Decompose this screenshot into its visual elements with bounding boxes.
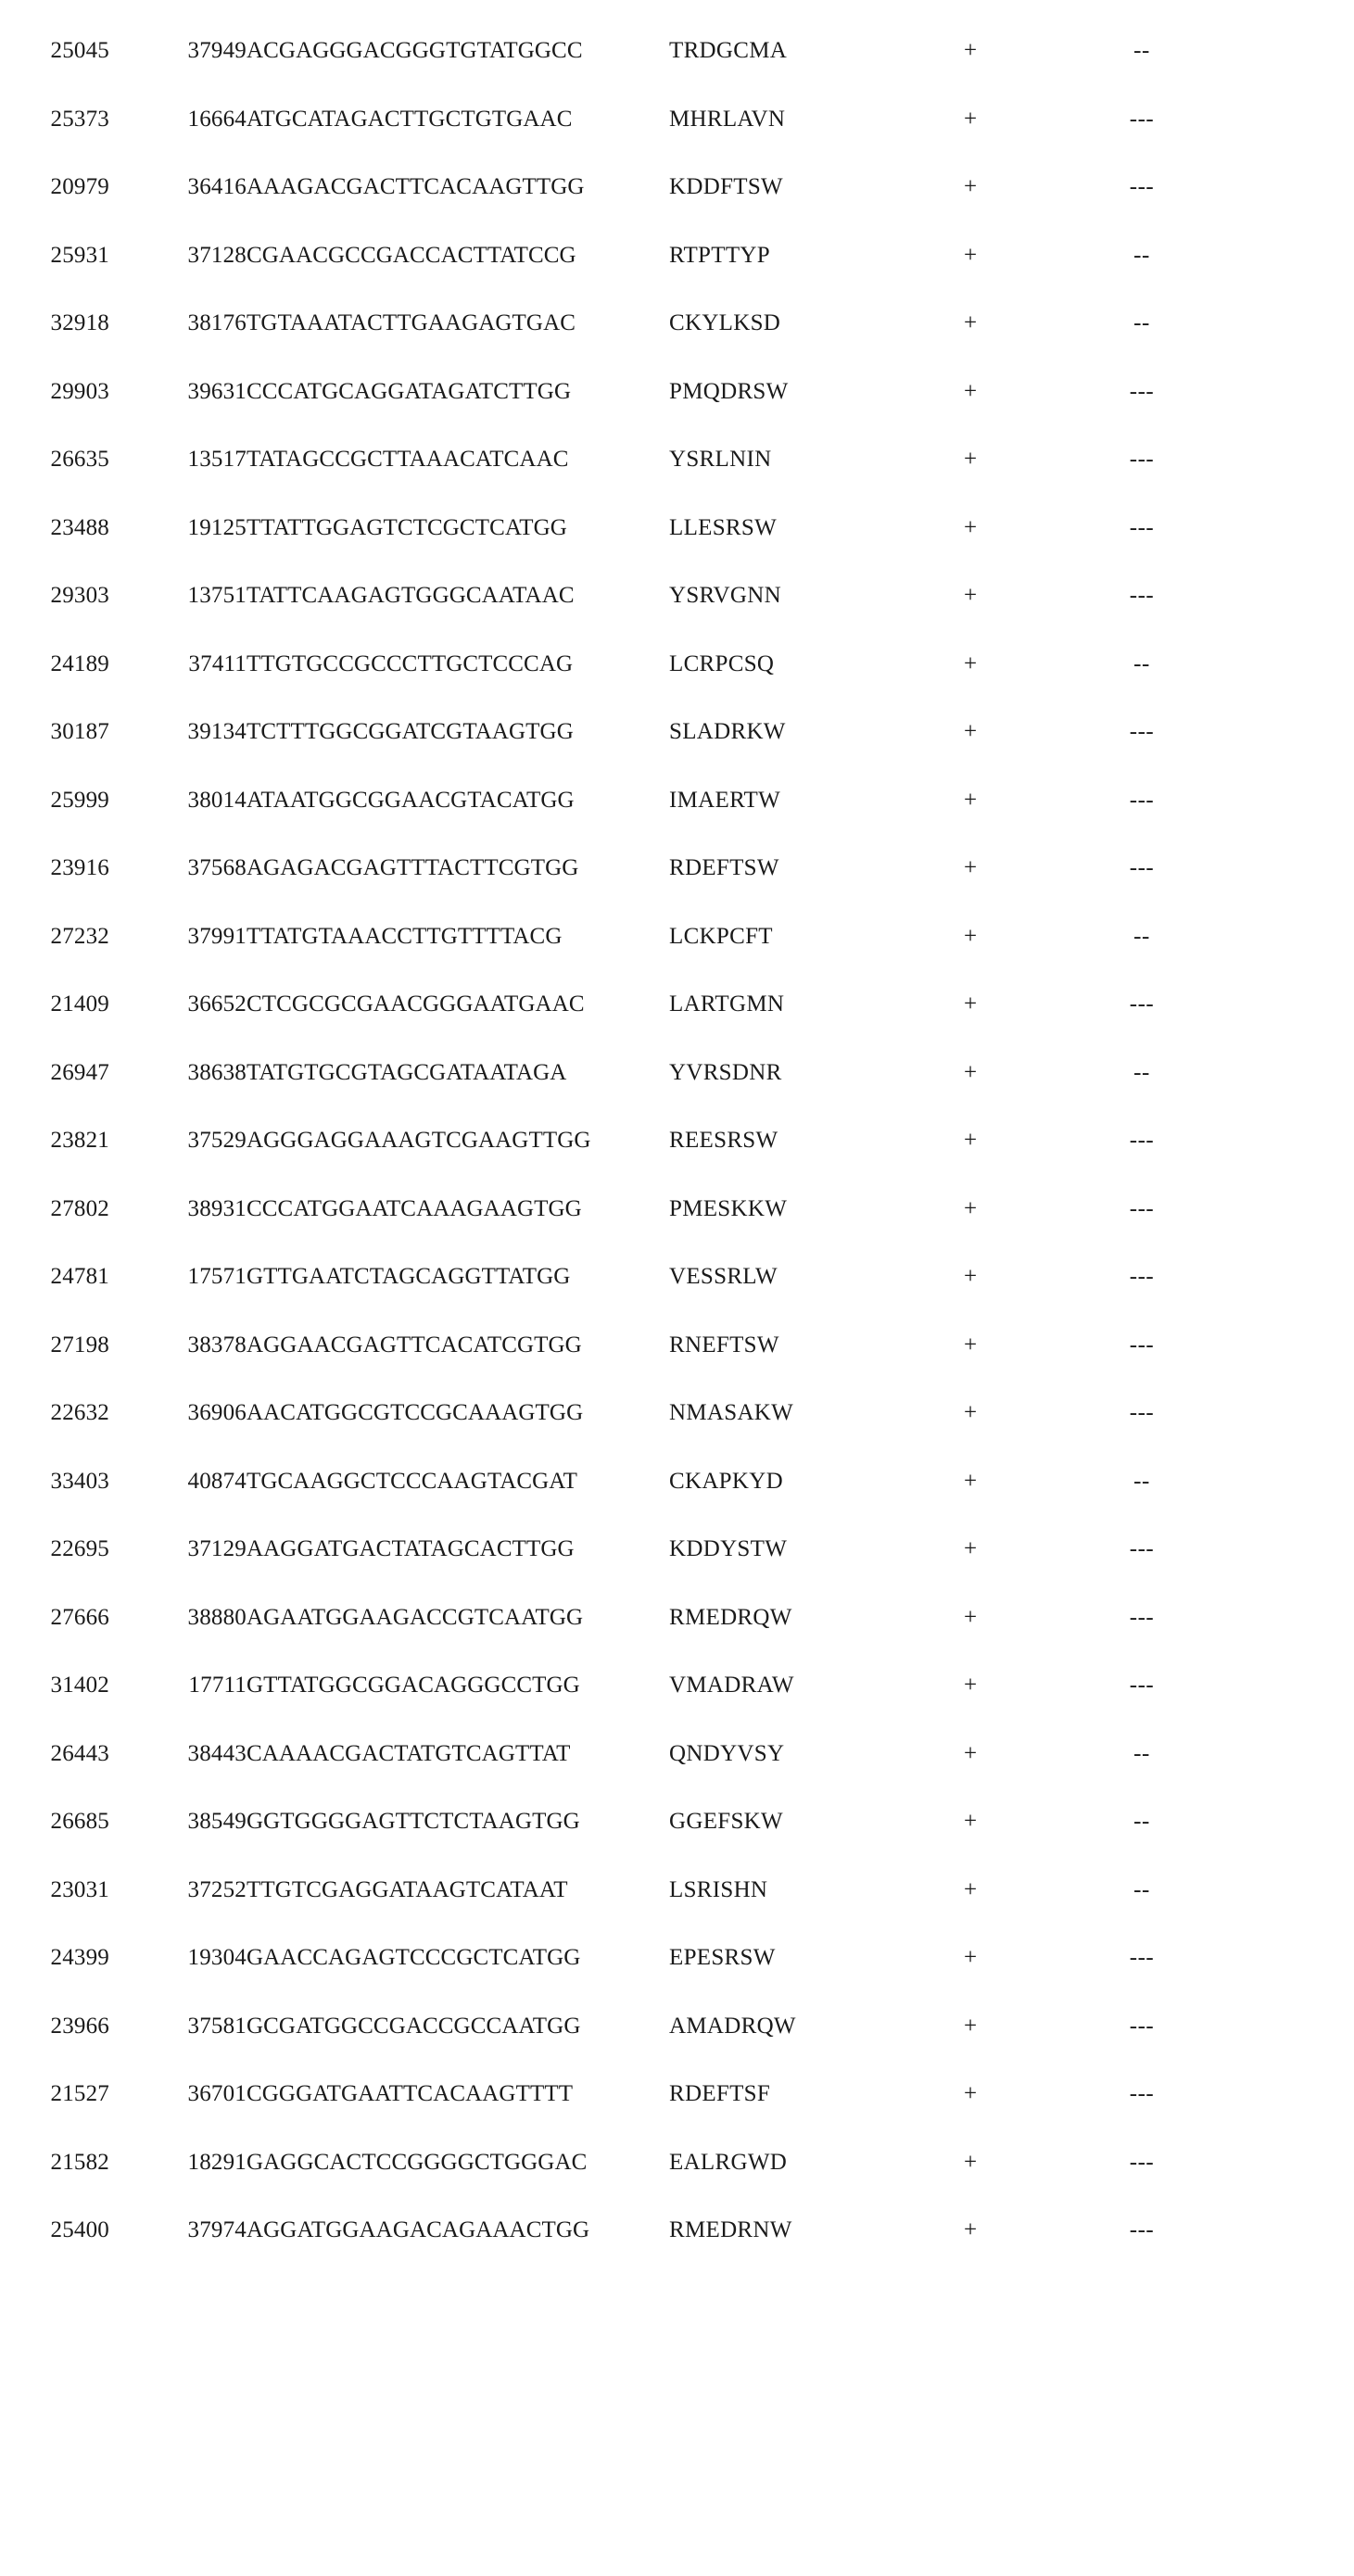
row-padding	[1234, 1039, 1354, 1107]
row-id: 21409	[50, 991, 109, 1017]
row-id: 24189	[50, 650, 109, 676]
row-position: 37991	[187, 923, 247, 949]
row-dna-sequence: TTATTGGAGTCTCGCTCATGG	[247, 514, 567, 540]
row-marker: --	[1133, 1876, 1150, 1902]
row-padding	[1234, 2060, 1354, 2128]
row-position: 19125	[187, 514, 247, 540]
row-id: 25045	[50, 38, 109, 63]
row-peptide: PMQDRSW	[669, 378, 789, 404]
row-padding	[1234, 2128, 1354, 2197]
row-dna-sequence: GAGGCACTCCGGGGCTGGGAC	[247, 2149, 588, 2175]
row-peptide: RDEFTSW	[669, 855, 779, 880]
row-dna-sequence: ATGCATAGACTTGCTGTGAAC	[247, 106, 573, 132]
row-padding	[1234, 289, 1354, 358]
row-padding	[1234, 698, 1354, 766]
row-id: 23488	[50, 514, 109, 540]
row-id: 23966	[50, 2013, 109, 2039]
row-padding	[1234, 85, 1354, 154]
row-strand: +	[963, 2217, 978, 2242]
row-id: 22632	[50, 1400, 109, 1425]
row-position: 37581	[187, 2013, 247, 2039]
row-id: 26685	[50, 1809, 109, 1834]
row-position: 36906	[187, 1400, 247, 1425]
row-marker: --	[1133, 38, 1150, 63]
table-row	[0, 425, 1354, 494]
row-padding	[1234, 970, 1354, 1039]
row-id: 26635	[50, 447, 109, 472]
row-position: 37411	[188, 650, 247, 676]
row-strand: +	[963, 174, 978, 199]
row-peptide: RDEFTSF	[669, 2081, 771, 2106]
row-marker: ---	[1129, 1945, 1155, 1970]
table-row	[0, 1447, 1354, 1516]
row-marker: ---	[1129, 174, 1155, 199]
row-peptide: LCRPCSQ	[669, 650, 775, 676]
row-padding	[1234, 425, 1354, 494]
row-padding	[1234, 834, 1354, 903]
row-marker: ---	[1129, 719, 1155, 744]
row-marker: --	[1133, 1809, 1150, 1834]
row-padding	[1234, 1379, 1354, 1447]
table-row	[0, 358, 1354, 426]
row-padding	[1234, 17, 1354, 85]
row-position: 37128	[187, 242, 247, 268]
row-peptide: CKAPKYD	[669, 1468, 783, 1494]
row-dna-sequence: GTTATGGCGGACAGGGCCTGG	[247, 1673, 580, 1698]
row-dna-sequence: TTGTCGAGGATAAGTCATAAT	[247, 1876, 568, 1902]
row-dna-sequence: AAAGACGACTTCACAAGTTGG	[247, 174, 585, 199]
row-peptide: AMADRQW	[669, 2013, 796, 2039]
row-peptide: LSRISHN	[669, 1876, 768, 1902]
row-strand: +	[963, 2013, 978, 2039]
row-marker: ---	[1129, 2217, 1155, 2242]
row-strand: +	[963, 1400, 978, 1425]
row-position: 13751	[187, 583, 247, 608]
row-peptide: EALRGWD	[669, 2149, 788, 2175]
row-position: 16664	[187, 106, 247, 132]
row-position: 38880	[187, 1604, 247, 1630]
row-id: 21527	[50, 2081, 109, 2106]
row-marker: --	[1133, 650, 1150, 676]
row-padding	[1234, 766, 1354, 835]
row-peptide: IMAERTW	[669, 787, 781, 813]
row-strand: +	[963, 1876, 978, 1902]
row-padding	[1234, 562, 1354, 630]
table-row	[0, 221, 1354, 290]
row-id: 25931	[50, 242, 109, 268]
row-id: 27666	[50, 1604, 109, 1630]
row-dna-sequence: AGGAACGAGTTCACATCGTGG	[247, 1332, 582, 1357]
row-position: 38014	[187, 787, 247, 813]
row-marker: ---	[1129, 514, 1155, 540]
row-peptide: YSRLNIN	[669, 447, 772, 472]
row-position: 36652	[187, 991, 247, 1017]
row-position: 38378	[187, 1332, 247, 1357]
row-strand: +	[963, 106, 978, 132]
row-dna-sequence: TTGTGCCGCCCTTGCTCCCAG	[247, 650, 574, 676]
row-padding	[1234, 1651, 1354, 1720]
row-peptide: MHRLAVN	[669, 106, 786, 132]
row-strand: +	[963, 2149, 978, 2175]
row-strand: +	[963, 787, 978, 813]
row-id: 30187	[50, 719, 109, 744]
table-row	[0, 698, 1354, 766]
table-row	[0, 1787, 1354, 1856]
row-dna-sequence: AGGGAGGAAAGTCGAAGTTGG	[247, 1128, 591, 1153]
row-padding	[1234, 1175, 1354, 1244]
row-peptide: LLESRSW	[669, 514, 777, 540]
row-position: 38443	[187, 1740, 247, 1766]
row-position: 17711	[188, 1673, 247, 1698]
table-row	[0, 903, 1354, 971]
row-dna-sequence: CTCGCGCGAACGGGAATGAAC	[247, 991, 585, 1017]
row-padding	[1234, 1243, 1354, 1311]
row-padding	[1234, 358, 1354, 426]
row-strand: +	[963, 719, 978, 744]
table-row	[0, 494, 1354, 562]
row-dna-sequence: AAGGATGACTATAGCACTTGG	[247, 1536, 575, 1561]
row-strand: +	[963, 1195, 978, 1221]
sequence-table	[0, 17, 1354, 2265]
row-peptide: YVRSDNR	[669, 1059, 782, 1085]
row-dna-sequence: CGGGATGAATTCACAAGTTTT	[247, 2081, 574, 2106]
row-position: 40874	[187, 1468, 247, 1494]
row-position: 39134	[187, 719, 247, 744]
row-id: 24399	[50, 1945, 109, 1970]
sequence-table-body	[0, 17, 1354, 2265]
row-id: 25400	[50, 2217, 109, 2242]
row-id: 29903	[50, 378, 109, 404]
row-peptide: GGEFSKW	[669, 1809, 783, 1834]
row-marker: ---	[1129, 447, 1155, 472]
table-row	[0, 2060, 1354, 2128]
row-id: 25373	[50, 106, 109, 132]
row-padding	[1234, 1787, 1354, 1856]
row-strand: +	[963, 1128, 978, 1153]
row-peptide: RNEFTSW	[669, 1332, 779, 1357]
row-dna-sequence: GTTGAATCTAGCAGGTTATGG	[247, 1264, 571, 1289]
row-padding	[1234, 1720, 1354, 1788]
row-position: 39631	[187, 378, 247, 404]
row-padding	[1234, 630, 1354, 699]
table-row	[0, 289, 1354, 358]
row-strand: +	[963, 923, 978, 949]
row-id: 29303	[50, 583, 109, 608]
table-row	[0, 766, 1354, 835]
row-dna-sequence: AGGATGGAAGACAGAAACTGG	[247, 2217, 590, 2242]
row-peptide: TRDGCMA	[669, 38, 788, 63]
row-id: 27198	[50, 1332, 109, 1357]
row-id: 23821	[50, 1128, 109, 1153]
row-peptide: NMASAKW	[669, 1400, 794, 1425]
row-peptide: EPESRSW	[669, 1945, 776, 1970]
row-position: 17571	[187, 1264, 247, 1289]
row-dna-sequence: ATAATGGCGGAACGTACATGG	[247, 787, 575, 813]
row-strand: +	[963, 310, 978, 335]
row-id: 27802	[50, 1195, 109, 1221]
row-peptide: RTPTTYP	[669, 242, 770, 268]
row-position: 37129	[187, 1536, 247, 1561]
row-padding	[1234, 1584, 1354, 1652]
row-position: 37974	[187, 2217, 247, 2242]
row-marker: --	[1133, 310, 1150, 335]
table-row	[0, 1106, 1354, 1175]
row-position: 38176	[187, 310, 247, 335]
row-padding	[1234, 1106, 1354, 1175]
row-peptide: RMEDRQW	[669, 1604, 792, 1630]
table-row	[0, 1175, 1354, 1244]
table-row	[0, 1856, 1354, 1925]
row-dna-sequence: AACATGGCGTCCGCAAAGTGG	[247, 1400, 584, 1425]
table-row	[0, 1243, 1354, 1311]
row-marker: ---	[1129, 1195, 1155, 1221]
row-padding	[1234, 1856, 1354, 1925]
row-id: 23031	[50, 1876, 109, 1902]
row-marker: ---	[1129, 1128, 1155, 1153]
row-id: 20979	[50, 174, 109, 199]
row-id: 24781	[50, 1264, 109, 1289]
row-id: 25999	[50, 787, 109, 813]
row-strand: +	[963, 650, 978, 676]
row-id: 23916	[50, 855, 109, 880]
row-id: 26443	[50, 1740, 109, 1766]
row-dna-sequence: TTATGTAAACCTTGTTTTACG	[247, 923, 563, 949]
table-row	[0, 1039, 1354, 1107]
row-position: 37529	[187, 1128, 247, 1153]
table-row	[0, 562, 1354, 630]
row-marker: --	[1133, 1468, 1150, 1494]
row-padding	[1234, 1447, 1354, 1516]
row-position: 36701	[187, 2081, 247, 2106]
row-marker: ---	[1129, 1604, 1155, 1630]
row-position: 38638	[187, 1059, 247, 1085]
row-peptide: REESRSW	[669, 1128, 778, 1153]
row-peptide: RMEDRNW	[669, 2217, 792, 2242]
row-peptide: YSRVGNN	[669, 583, 781, 608]
row-dna-sequence: CAAAACGACTATGTCAGTTAT	[247, 1740, 571, 1766]
row-padding	[1234, 1311, 1354, 1380]
table-row	[0, 1584, 1354, 1652]
row-strand: +	[963, 38, 978, 63]
row-dna-sequence: TATGTGCGTAGCGATAATAGA	[247, 1059, 567, 1085]
table-row	[0, 153, 1354, 221]
row-dna-sequence: TCTTTGGCGGATCGTAAGTGG	[247, 719, 574, 744]
row-peptide: KDDFTSW	[669, 174, 783, 199]
row-marker: --	[1133, 923, 1150, 949]
table-row	[0, 85, 1354, 154]
table-row	[0, 970, 1354, 1039]
row-dna-sequence: CCCATGGAATCAAAGAAGTGG	[247, 1195, 582, 1221]
row-padding	[1234, 1515, 1354, 1584]
row-strand: +	[963, 2081, 978, 2106]
row-dna-sequence: GCGATGGCCGACCGCCAATGG	[247, 2013, 581, 2039]
row-marker: ---	[1129, 1673, 1155, 1698]
row-dna-sequence: CCCATGCAGGATAGATCTTGG	[247, 378, 572, 404]
row-position: 37252	[187, 1876, 247, 1902]
row-strand: +	[963, 1673, 978, 1698]
row-padding	[1234, 494, 1354, 562]
row-peptide: LARTGMN	[669, 991, 785, 1017]
row-marker: ---	[1129, 2081, 1155, 2106]
row-peptide: VMADRAW	[669, 1673, 794, 1698]
row-peptide: PMESKKW	[669, 1195, 788, 1221]
table-row	[0, 2128, 1354, 2197]
table-row	[0, 2196, 1354, 2265]
row-marker: ---	[1129, 1536, 1155, 1561]
row-dna-sequence: GAACCAGAGTCCCGCTCATGG	[247, 1945, 581, 1970]
row-strand: +	[963, 447, 978, 472]
row-dna-sequence: TGTAAATACTTGAAGAGTGAC	[247, 310, 576, 335]
row-marker: ---	[1129, 1332, 1155, 1357]
row-padding	[1234, 153, 1354, 221]
row-strand: +	[963, 1740, 978, 1766]
row-strand: +	[963, 242, 978, 268]
row-marker: ---	[1129, 2149, 1155, 2175]
row-marker: ---	[1129, 378, 1155, 404]
row-dna-sequence: CGAACGCCGACCACTTATCCG	[247, 242, 576, 268]
table-row	[0, 1651, 1354, 1720]
row-padding	[1234, 1992, 1354, 2061]
row-id: 27232	[50, 923, 109, 949]
row-strand: +	[963, 991, 978, 1017]
row-strand: +	[963, 378, 978, 404]
row-marker: --	[1133, 242, 1150, 268]
row-marker: ---	[1129, 2013, 1155, 2039]
row-marker: ---	[1129, 1400, 1155, 1425]
row-strand: +	[963, 1536, 978, 1561]
row-id: 26947	[50, 1059, 109, 1085]
table-row	[0, 1924, 1354, 1992]
row-padding	[1234, 903, 1354, 971]
row-dna-sequence: AGAGACGAGTTTACTTCGTGG	[247, 855, 579, 880]
row-id: 32918	[50, 310, 109, 335]
row-position: 36416	[187, 174, 247, 199]
row-position: 19304	[187, 1945, 247, 1970]
row-strand: +	[963, 583, 978, 608]
row-dna-sequence: TATTCAAGAGTGGGCAATAAC	[247, 583, 575, 608]
row-strand: +	[963, 1945, 978, 1970]
row-strand: +	[963, 855, 978, 880]
row-marker: ---	[1129, 583, 1155, 608]
row-dna-sequence: TGCAAGGCTCCCAAGTACGAT	[247, 1468, 578, 1494]
table-row	[0, 630, 1354, 699]
row-id: 31402	[50, 1673, 109, 1698]
row-peptide: QNDYVSY	[669, 1740, 785, 1766]
row-padding	[1234, 221, 1354, 290]
row-position: 37949	[187, 38, 247, 63]
row-dna-sequence: ACGAGGGACGGGTGTATGGCC	[247, 38, 583, 63]
row-marker: ---	[1129, 106, 1155, 132]
row-position: 38549	[187, 1809, 247, 1834]
row-marker: ---	[1129, 1264, 1155, 1289]
row-strand: +	[963, 1059, 978, 1085]
row-id: 22695	[50, 1536, 109, 1561]
row-marker: ---	[1129, 991, 1155, 1017]
row-peptide: VESSRLW	[669, 1264, 778, 1289]
row-marker: ---	[1129, 787, 1155, 813]
row-dna-sequence: AGAATGGAAGACCGTCAATGG	[247, 1604, 584, 1630]
row-peptide: CKYLKSD	[669, 310, 781, 335]
table-row	[0, 1720, 1354, 1788]
row-position: 37568	[187, 855, 247, 880]
row-strand: +	[963, 1809, 978, 1834]
row-marker: ---	[1129, 855, 1155, 880]
table-row	[0, 1311, 1354, 1380]
row-peptide: KDDYSTW	[669, 1536, 788, 1561]
row-strand: +	[963, 514, 978, 540]
row-position: 18291	[187, 2149, 247, 2175]
table-row	[0, 17, 1354, 85]
table-row	[0, 1515, 1354, 1584]
row-dna-sequence: TATAGCCGCTTAAACATCAAC	[247, 447, 569, 472]
row-position: 13517	[187, 447, 247, 472]
row-peptide: LCKPCFT	[669, 923, 773, 949]
row-padding	[1234, 2196, 1354, 2265]
row-id: 33403	[50, 1468, 109, 1494]
row-dna-sequence: GGTGGGGAGTTCTCTAAGTGG	[247, 1809, 580, 1834]
table-row	[0, 1992, 1354, 2061]
table-row	[0, 834, 1354, 903]
row-position: 38931	[187, 1195, 247, 1221]
row-strand: +	[963, 1468, 978, 1494]
row-marker: --	[1133, 1740, 1150, 1766]
row-id: 21582	[50, 2149, 109, 2175]
row-strand: +	[963, 1332, 978, 1357]
row-strand: +	[963, 1264, 978, 1289]
table-row	[0, 1379, 1354, 1447]
row-padding	[1234, 1924, 1354, 1992]
row-peptide: SLADRKW	[669, 719, 786, 744]
row-marker: --	[1133, 1059, 1150, 1085]
row-strand: +	[963, 1604, 978, 1630]
